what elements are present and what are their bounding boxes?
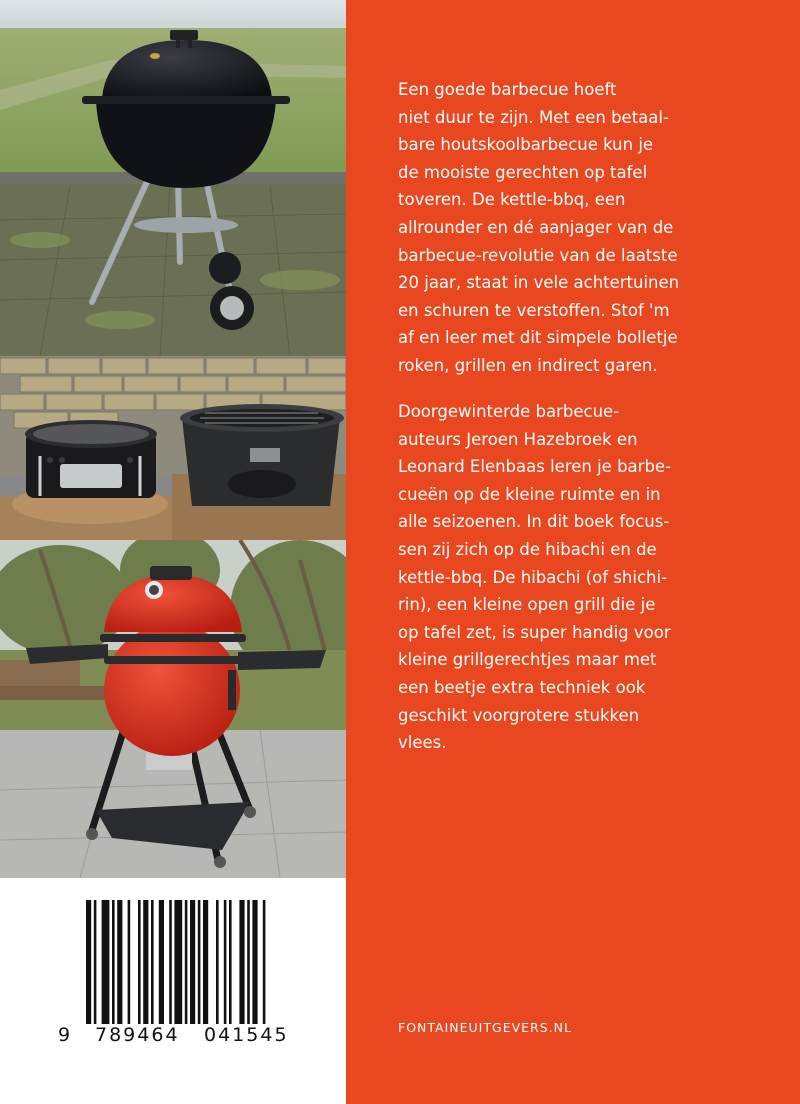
blurb-line: kettle-bbq. De hibachi (of shichi- [398,567,668,587]
blurb-line: allrounder en dé aanjager van de [398,217,674,237]
blurb-line: cueën op de kleine ruimte en in [398,484,661,504]
blurb-line: 20 jaar, staat in vele achtertuinen [398,273,680,293]
barcode-bar [174,900,182,1024]
blurb-line: Doorgewinterde barbecue- [398,402,620,421]
barcode-bar [216,900,219,1024]
barcode-bar [112,900,115,1024]
isbn-digits-left: 789464 [95,1024,180,1046]
barcode-area [0,878,346,1104]
barcode-bar [229,900,232,1024]
blurb-line: en schuren te verstoffen. Stof 'm [398,300,670,320]
blurb-line: niet duur te zijn. Met een betaal- [398,107,669,127]
barcode-bar [169,900,172,1024]
barcode-bar [263,900,266,1024]
barcode-bar [190,900,195,1024]
barcode-bar [224,900,227,1024]
hibachi-grills-photo [0,356,346,540]
blurb-line: de mooiste gerechten op tafel [398,162,648,182]
barcode-bar [94,900,97,1024]
barcode-bar [239,900,244,1024]
blurb-paragraph-1 [398,76,793,380]
barcode-bar [252,900,257,1024]
barcode-bar [203,900,208,1024]
blurb-line: vlees. [398,733,447,753]
barcode-bar [128,900,131,1024]
isbn-digits-right: 041545 [204,1024,289,1046]
publisher-url[interactable]: FONTAINEUITGEVERS.NL [398,1020,572,1035]
isbn-digit-first: 9 [58,1024,73,1046]
blurb-line: barbecue-revolutie van de laatste [398,245,678,265]
blurb-line: Leonard Elenbaas leren je barbe- [398,457,672,477]
blurb-line: af en leer met dit simpele bolletje [398,328,678,348]
blurb-line: sen zij zich op de hibachi en de [398,539,657,559]
isbn-barcode-icon [86,900,272,1024]
blurb-line: een beetje extra techniek ook [398,677,646,697]
blurb-line: toveren. De kettle-bbq, een [398,190,626,210]
blurb-line: kleine grillgerechtjes maar met [398,650,657,670]
barcode-bar [247,900,250,1024]
blurb-line: auteurs Jeroen Hazebroek en [398,429,638,449]
barcode-bar [138,900,141,1024]
barcode-bar [86,900,91,1024]
blurb-line: alle seizoenen. In dit boek focus- [398,512,670,532]
barcode-bar [185,900,188,1024]
blurb-paragraph-2 [398,398,793,757]
barcode-bar [143,900,148,1024]
barcode-bar [151,900,154,1024]
blurb-line: bare houtskoolbarbecue kun je [398,135,654,155]
kamado-grill-photo [0,540,346,878]
barcode-bar [102,900,110,1024]
blurb-line: roken, grillen en indirect garen. [398,355,658,375]
blurb-line: geschikt voorgrotere stukken [398,705,640,725]
kettle-bbq-photo [0,0,346,356]
blurb-line: rin), een kleine open grill die je [398,595,656,615]
barcode-bar [117,900,122,1024]
blurb-panel [346,0,800,1104]
barcode-bar [159,900,164,1024]
blurb-line: op tafel zet, is super handig voor [398,622,671,642]
photo-column [0,0,346,878]
barcode-bar [198,900,201,1024]
blurb-line: Een goede barbecue hoeft [398,80,617,99]
